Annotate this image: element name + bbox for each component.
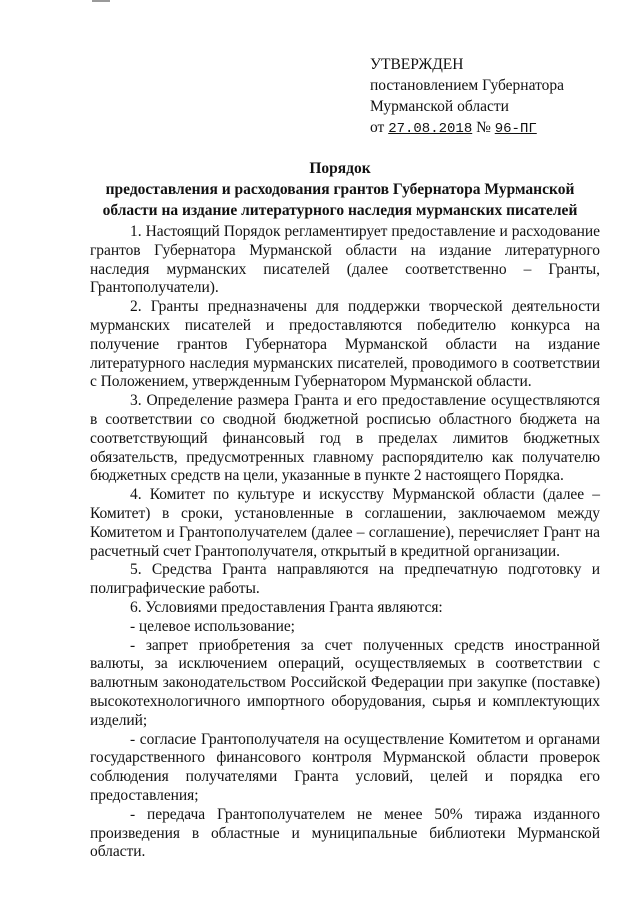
approval-region: Мурманской области	[370, 98, 509, 115]
approval-heading: УТВЕРЖДЕН	[370, 56, 464, 73]
paragraph-2: 2. Гранты предназначены для поддержки творческой деятельности мурманских писателей и предоставляются победителю конкурса на получение грантов Губернатора Мурманской области на издание литературного наследия мурманских писателей, проводимого в соответствии с Положением, утвержденным Губернатором Мурманской области.	[90, 298, 600, 391]
condition-item: - целевое использование;	[130, 617, 295, 635]
paragraph-4: 4. Комитет по культуре и искусству Мурманской области (далее – Комитет) в сроки, установленные в соглашении, заключаемом между Комитетом и Грантополучателем (далее – соглашение), перечисляет Грант на расчетный счет Грантополучателя, открытый в кредитной организации.	[90, 486, 600, 560]
approval-authority: постановлением Губернатора	[370, 77, 565, 94]
approval-number: 96-ПГ	[494, 121, 537, 137]
condition-item: - передача Грантополучателем не менее 50% тиража изданного произведения в областные и муниципальные библиотеки Мурманской области.	[90, 805, 600, 861]
title-line-1: Порядок	[309, 160, 371, 177]
paragraph-5: 5. Средства Гранта направляются на предпечатную подготовку и полиграфические работы.	[90, 561, 600, 598]
date-prefix: от	[370, 119, 385, 136]
scan-artifact	[92, 0, 110, 2]
paragraph-1: 1. Настоящий Порядок регламентирует предоставление и расходование грантов Губернатора Мурманской области на издание литературного наследия мурманских писателей (далее соответственно – Гранты, Грантополучатели).	[90, 223, 600, 297]
condition-item: - запрет приобретения за счет полученных средств иностранной валюты, за исключением операций, осуществляемых в соответствии с валютным законодательством Российской Федерации при закупке (поставке) высокотехнологичного импортного оборудования, сырья и комплектующих изделий;	[90, 636, 600, 729]
number-sign: №	[476, 119, 491, 136]
condition-item: - согласие Грантополучателя на осуществление Комитетом и органами государственного финансового контроля Мурманской области проверок соблюдения получателями Гранта условий, целей и порядка его предоставления;	[90, 730, 600, 804]
document-body	[90, 223, 600, 862]
paragraph-3: 3. Определение размера Гранта и его предоставление осуществляются в соответствии со сводной бюджетной росписью областного бюджета на соответствующий финансовый год в пределах лимитов бюджетных обязательств, предусмотренных главному распорядителю как получателю бюджетных средств на цели, указанные в пункте 2 настоящего Порядка.	[90, 392, 600, 485]
document-title	[60, 158, 620, 221]
title-line-2: предоставления и расходования грантов Губернатора Мурманской	[105, 181, 575, 198]
title-line-3: области на издание литературного наследия мурманских писателей	[102, 202, 578, 219]
approval-stamp	[370, 54, 620, 140]
approval-date-line	[370, 117, 620, 140]
approval-date: 27.08.2018	[388, 121, 473, 137]
paragraph-6: 6. Условиями предоставления Гранта являются:	[130, 598, 443, 616]
